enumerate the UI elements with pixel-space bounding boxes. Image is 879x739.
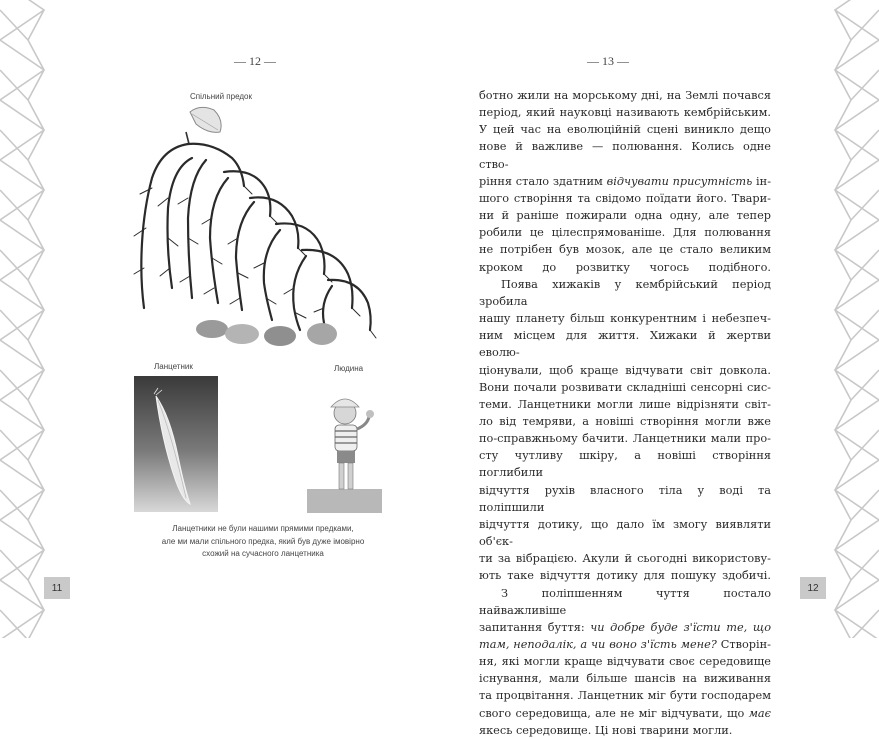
text-line	[479, 430, 771, 447]
italic-span: чи добре буде з'їсти те, що	[590, 620, 771, 634]
text-line	[479, 687, 771, 704]
text-line	[479, 362, 771, 379]
text-span: Вони почали розвивати складніші сенсорні сис-	[479, 380, 771, 394]
text-span: Поява хижаків у кембрійський період зробила	[479, 277, 771, 308]
text-line	[479, 653, 771, 670]
margin-lines	[835, 0, 879, 638]
left-margin-pattern	[0, 0, 48, 638]
text-span: шого створіння та свідомо поїдати його. Твари-	[479, 191, 771, 205]
text-span: запитання буття:	[479, 620, 591, 634]
text-line	[479, 87, 771, 104]
caption-line: Ланцетники не були нашими прямими предками,	[172, 524, 354, 533]
text-line	[479, 550, 771, 567]
illustration-caption	[148, 523, 378, 561]
text-span: по-справжньому бачити. Ланцетники мали про-	[479, 432, 771, 446]
text-line	[479, 396, 771, 413]
text-line	[479, 190, 771, 207]
text-line	[479, 722, 771, 739]
caption-line: але ми мали спільного предка, який був дуже імовірно	[161, 536, 365, 546]
text-line	[479, 276, 771, 310]
right-page-number-tab: 12	[800, 577, 826, 599]
text-span: існування, мали більше шансів на виживання	[479, 672, 771, 686]
common-ancestor-label: Спільний предок	[190, 92, 252, 101]
text-span: відчуття дотику, що дало їм змогу виявляти об'єк-	[479, 517, 771, 549]
text-line	[479, 670, 771, 687]
lancelet-label: Ланцетник	[154, 362, 193, 371]
text-span: нашу планету більш конкурентним і небезпеч-	[479, 312, 771, 326]
italic-span: там, неподалік, а чи воно з'їсть мене?	[479, 638, 717, 651]
text-line	[479, 310, 771, 327]
text-line	[479, 705, 771, 722]
text-line	[479, 173, 771, 190]
text-span: ним місцем для життя. Хижаки й жертви еволю-	[479, 329, 771, 360]
lancelet-photo	[134, 376, 218, 512]
text-line	[479, 447, 771, 481]
text-line	[479, 516, 771, 550]
text-line	[479, 241, 771, 258]
text-span: сту чутливу шкіру, а новіші створіння поглибили	[479, 449, 771, 480]
text-span: кроком до розвитку чогось подібного.	[479, 260, 771, 274]
caption-line: схожий на сучасного ланцетника	[202, 549, 324, 558]
text-span: У цей час на еволюційній сцені виникло дещо	[479, 123, 771, 137]
text-span: період, який науковці називають кембрійським.	[479, 106, 771, 120]
text-line	[479, 121, 771, 138]
text-span: ло від темряви, а новіші створіння могли вже	[479, 414, 771, 428]
text-line	[479, 636, 771, 653]
text-line	[479, 413, 771, 430]
text-span: ріння стало здатним	[479, 174, 607, 188]
left-page-header: — 12 —	[234, 54, 276, 68]
text-span: ботно жили на морському дні, на Землі почався	[479, 89, 771, 102]
text-span: та процвітання. Ланцетник міг бути господарем	[479, 689, 771, 703]
italic-span: відчувати присутність	[606, 174, 753, 188]
text-span: Створін-	[716, 638, 771, 651]
body-text	[479, 87, 771, 739]
text-line	[479, 104, 771, 121]
text-span: ють таке відчуття дотику для пошуку здобичі.	[479, 569, 771, 583]
text-line	[479, 138, 771, 172]
text-line	[479, 482, 771, 516]
text-span: ціонували, щоб краще відчувати світ довкола.	[479, 363, 771, 377]
text-span: робили це цілеспрямованіше. Для полювання	[479, 226, 771, 240]
human-child-photo	[307, 377, 382, 513]
text-span: свого середовища, але не міг відчувати, що	[479, 706, 749, 720]
margin-lines	[0, 0, 44, 638]
text-line	[479, 224, 771, 241]
text-line	[479, 619, 771, 636]
right-page-header: — 13 —	[587, 54, 629, 68]
text-span: не потрібен був мозок, але це стало великим	[479, 243, 771, 257]
text-span: якесь середовище. Ці нові тварини могли.	[479, 723, 733, 737]
text-span: ти за вібрацією. Акули й сьогодні використову-	[479, 552, 771, 566]
italic-span: має	[748, 706, 771, 720]
text-span: теми. Ланцетники могли лише відрізняти світ-	[479, 397, 771, 411]
text-line	[479, 379, 771, 396]
right-margin-pattern	[831, 0, 879, 638]
evolution-tree-illustration	[132, 98, 382, 353]
text-line	[479, 585, 771, 619]
text-line	[479, 567, 771, 584]
text-span: ня, які могли краще відчувати своє середовище	[479, 655, 771, 669]
text-line	[479, 259, 771, 276]
text-line	[479, 207, 771, 224]
text-span: ни й раніше пожирали одна одну, але тепер	[479, 209, 771, 223]
text-span: ін-	[752, 174, 772, 188]
left-page-number-tab: 11	[44, 577, 70, 599]
text-span: нове й важливе — полювання. Колись одне ство-	[479, 140, 771, 171]
human-label: Людина	[334, 364, 364, 373]
text-span: З поліпшенням чуття постало найважливіше	[479, 586, 771, 617]
text-line	[479, 327, 771, 361]
text-span: відчуття рухів власного тіла у воді та поліпшили	[479, 483, 771, 514]
